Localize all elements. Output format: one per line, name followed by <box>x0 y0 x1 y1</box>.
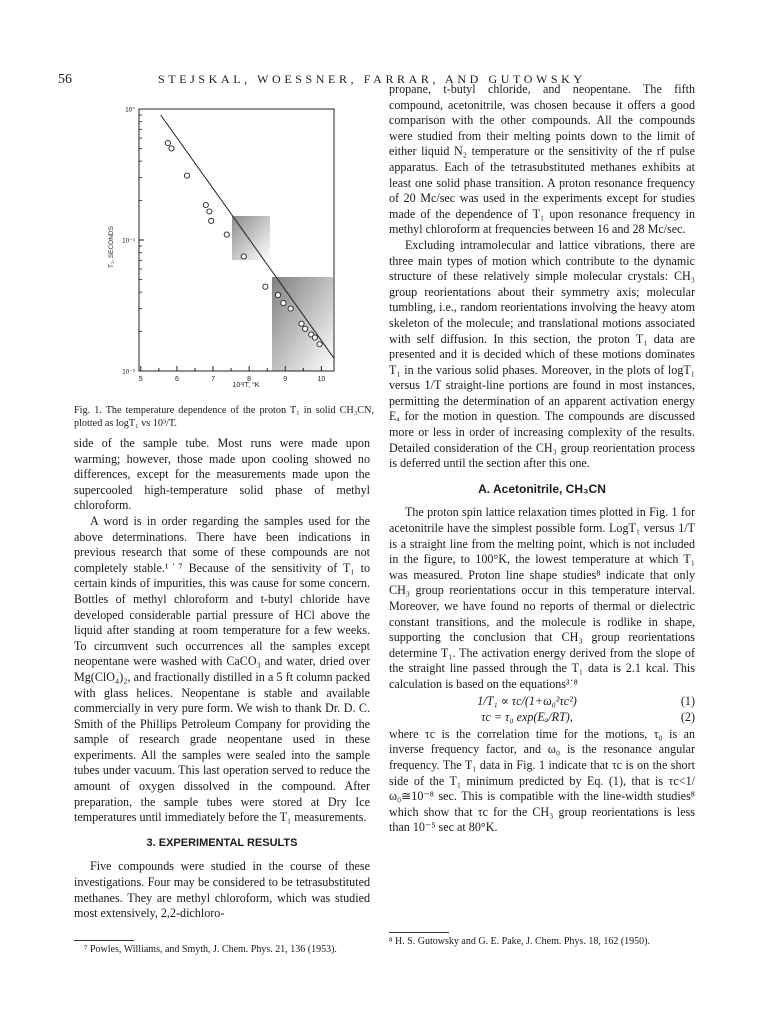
figure-caption: Fig. 1. The temperature dependence of the proton T₁ in solid CH₃CN, plotted as logT₁ vs 10³/T. <box>74 405 374 429</box>
y-tick-label: 10⁻¹ <box>122 237 135 245</box>
section-heading: 3. EXPERIMENTAL RESULTS <box>146 836 298 849</box>
data-point <box>263 284 268 289</box>
data-point <box>209 218 214 223</box>
paragraph: The proton spin lattice relaxation times plotted in Fig. 1 for acetonitrile have the simplest possible form. LogT₁ versus 1/T is a straight line from the melting point, which is not included in the figure, to 100°K, the lowest temperature at which T₁ was measured. Proton line shape studies⁸ indicate that only CH₃ group reorientations occur in this temperature interval. Moreover, we have found no reports of thermal or dielectric constant transitions, and the molecule is rodlike in shape, supporting the conclusion that CH₃ group reorientations determine T₁. The activation energy derived from the slope of the straight line passed through the T₁ data is 2.1 kcal. This calculation is based on the equations³˙⁸ <box>389 505 695 691</box>
paragraph: Excluding intramolecular and lattice vibrations, there are three main types of motion which contribute to the dynamic structure of these relatively simple molecular crystals: CH₃ group reorientations about their symmetry axis; molecular tumbling, i.e., random reorientations involving the heavy atom skeleton of the molecule; and translational motions associated with self diffusion. In this section, the proton T₁ data are presented and it is decided which of these motions dominates T₁ in the various solid phases. Moreover, in the plots of logT₁ versus 1/T straight-line portions are found in most instances, permitting the determination of an apparent activation energy Eₐ for the motion in question. The compounds are discussed more or less in order of increasing complexity of the results. Detailed consideration of the CH₃ group reorientation process is deferred until the section after this one. <box>389 237 695 471</box>
x-tick-label: 10 <box>317 376 326 383</box>
data-point <box>288 306 293 311</box>
x-tick-label: 6 <box>174 376 179 383</box>
data-point <box>281 300 286 305</box>
subsection-heading: A. Acetonitrile, CH₃CN <box>478 481 606 496</box>
data-point <box>303 326 308 331</box>
y-axis-label: T₁, SECONDS <box>108 226 115 268</box>
x-axis-label: 10³/T, °K <box>232 382 260 389</box>
data-point <box>317 342 322 347</box>
equation-text: 1/T₁ ∝ τc/(1+ω₀²τc²) <box>477 693 577 708</box>
fit-line <box>161 115 334 358</box>
running-title: STEJSKAL, WOESSNER, FARRAR, AND GUTOWSKY <box>158 72 586 86</box>
paragraph: side of the sample tube. Most runs were made upon warming; however, those made upon cooling showed no differences, except for the measurements made upon the supercooled high-temperature solid phase of methyl chloroform. <box>74 436 370 513</box>
right-column <box>389 82 695 836</box>
equation-number: (1) <box>680 693 695 708</box>
page-number: 56 <box>58 72 72 87</box>
y-tick-label: 10° <box>125 106 135 114</box>
x-tick-label: 7 <box>211 376 215 383</box>
data-point <box>165 140 170 145</box>
paragraph: Five compounds were studied in the course of these investigations. Four may be considered to be tetrasubstituted methanes. They are methyl chloroform, which was studied most extensively, 2,2-dichloro- <box>74 859 370 921</box>
footnote-7: ⁷ Powles, Williams, and Smyth, J. Chem. Phys. 21, 136 (1953). <box>84 944 337 955</box>
footnote-rule <box>389 932 449 933</box>
data-point <box>299 321 304 326</box>
data-point <box>224 232 229 237</box>
data-point <box>203 202 208 207</box>
y-tick-label: 10⁻² <box>122 368 135 376</box>
equation-1 <box>389 694 695 710</box>
data-point <box>169 146 174 151</box>
paragraph: where τc is the correlation time for the motions, τ₀ is an inverse frequency factor, and ω₀ is the resonance angular frequency. The T₁ data in Fig. 1 indicate that τc is on the short side of the T₁ minimum predicted by Eq. (1), that is τc<1/ω₀≅10⁻⁸ sec. This is compatible with the line-width studies⁸ which show that τc for the CH₃ group reorientations is less than 10⁻⁵ sec at 80°K. <box>389 726 695 835</box>
data-point <box>184 173 189 178</box>
paragraph: A word is in order regarding the samples used for the above determinations. There have been indications in previous research that some of these compounds are not completely stable.¹˙⁷ Because of the sensitivity of T₁ to certain kinds of impurities, this was cause for some concern. Bottles of methyl chloroform and t-butyl chloride have developed considerable partial pressure of HCl above the liquid after standing at room temperature for a few weeks. To circumvent such occurrences all the samples except neopentane were washed with CaCO₃ and water, dried over Mg(ClO₄)₂, and fractionally distilled in a 5 ft column packed with glass helices. Neopentane is stable and available commercially in very pure form. We wish to thank Dr. D. C. Smith of the Phillips Petroleum Company for providing the sample of research grade neopentane used in these experiments. All the samples were sealed into the sample tubes under vacuum. This last operation served to reduce the amount of oxygen dissolved in the compound. After preparation, the sample tubes were stored at Dry Ice temperatures until immediately before the T₁ measurements. <box>74 513 370 825</box>
x-tick-label: 9 <box>283 376 288 383</box>
left-column <box>74 436 370 922</box>
data-point <box>207 209 212 214</box>
data-point <box>241 254 246 259</box>
footnote-8: ⁸ H. S. Gutowsky and G. E. Pake, J. Chem. Phys. 18, 162 (1950). <box>389 936 650 947</box>
data-point <box>275 292 280 297</box>
x-tick-label: 5 <box>138 376 143 383</box>
footnote-rule <box>74 940 134 941</box>
data-point <box>312 335 317 340</box>
equation-text: τc = τ₀ exp(Eₐ/RT), <box>481 710 573 725</box>
x-tick-label: 8 <box>247 376 252 383</box>
equation-number: (2) <box>680 710 695 725</box>
paragraph: propane, t-butyl chloride, and neopentane. The fifth compound, acetonitrile, was chosen because it offers a good comparison with the other compounds. All the compounds were studied from their melting points down to the limit of either liquid N₂ temperature or the sensitivity of the rf pulse apparatus. Each of the tetrasubstituted methanes exhibits at least one solid phase transition. A proton resonance frequency of 20 Mc/sec was used in the experiments except for studies made of the dependence of T₁ upon resonance frequency in methyl chloroform at frequencies between 16 and 28 Mc/sec. <box>389 82 695 237</box>
figure-1-plot <box>74 97 374 397</box>
equation-2 <box>389 710 695 726</box>
